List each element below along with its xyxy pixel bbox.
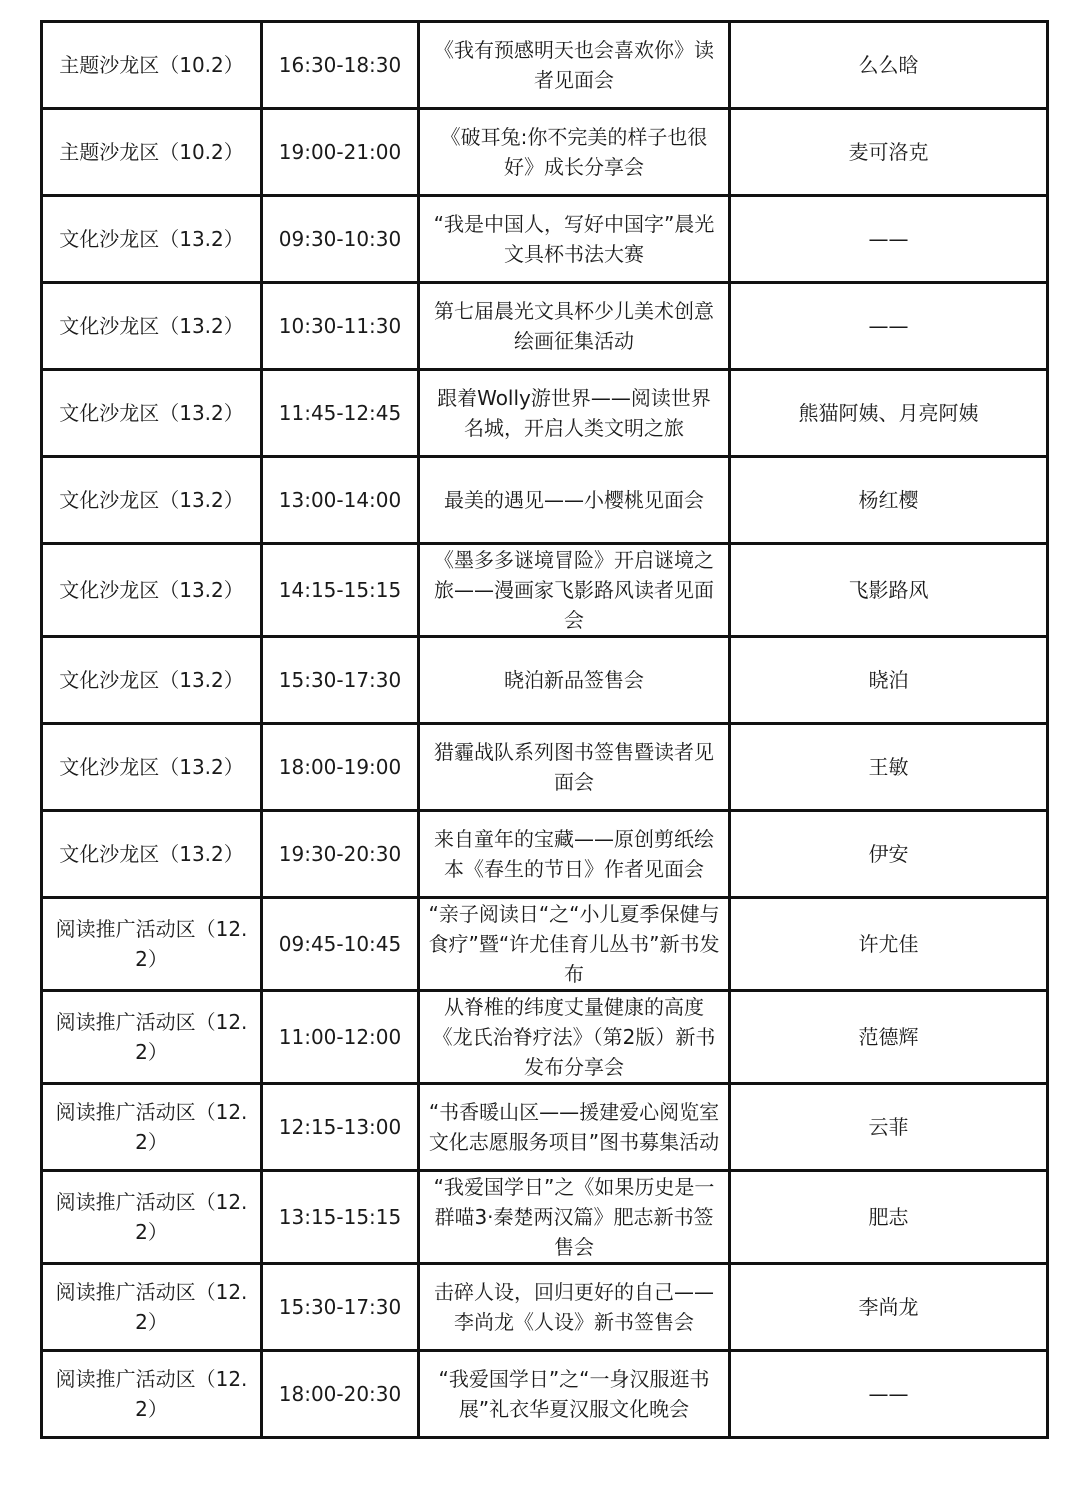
- time-cell: 10:30-11:30: [262, 283, 419, 370]
- guest-cell: 麦可洛克: [730, 109, 1048, 196]
- table-row: [42, 637, 1048, 724]
- guest-cell: 晓泊: [730, 637, 1048, 724]
- guest-cell: 范德辉: [730, 991, 1048, 1084]
- time-cell: 19:00-21:00: [262, 109, 419, 196]
- time-cell: 16:30-18:30: [262, 22, 419, 109]
- time-cell: 18:00-20:30: [262, 1351, 419, 1438]
- event-cell: 击碎人设，回归更好的自己——李尚龙《人设》新书签售会: [419, 1264, 730, 1351]
- table-row: [42, 196, 1048, 283]
- time-cell: 12:15-13:00: [262, 1084, 419, 1171]
- event-cell: 《破耳兔:你不完美的样子也很好》成长分享会: [419, 109, 730, 196]
- table-row: [42, 724, 1048, 811]
- venue-cell: 文化沙龙区（13.2）: [42, 637, 262, 724]
- time-cell: 09:45-10:45: [262, 898, 419, 991]
- event-cell: “我爱国学日”之《如果历史是一群喵3·秦楚两汉篇》肥志新书签售会: [419, 1171, 730, 1264]
- guest-cell: 许尤佳: [730, 898, 1048, 991]
- table-row: [42, 1084, 1048, 1171]
- table-row: [42, 457, 1048, 544]
- venue-cell: 文化沙龙区（13.2）: [42, 196, 262, 283]
- venue-cell: 主题沙龙区（10.2）: [42, 22, 262, 109]
- guest-cell: ——: [730, 283, 1048, 370]
- time-cell: 11:45-12:45: [262, 370, 419, 457]
- venue-cell: 阅读推广活动区（12.2）: [42, 1264, 262, 1351]
- event-cell: “我是中国人，写好中国字”晨光文具杯书法大赛: [419, 196, 730, 283]
- table-row: [42, 1351, 1048, 1438]
- event-cell: 最美的遇见——小樱桃见面会: [419, 457, 730, 544]
- guest-cell: 飞影路风: [730, 544, 1048, 637]
- venue-cell: 文化沙龙区（13.2）: [42, 370, 262, 457]
- table-row: [42, 1171, 1048, 1264]
- time-cell: 18:00-19:00: [262, 724, 419, 811]
- venue-cell: 文化沙龙区（13.2）: [42, 283, 262, 370]
- venue-cell: 文化沙龙区（13.2）: [42, 724, 262, 811]
- time-cell: 11:00-12:00: [262, 991, 419, 1084]
- event-cell: “我爱国学日”之“一身汉服逛书展”礼衣华夏汉服文化晚会: [419, 1351, 730, 1438]
- venue-cell: 阅读推广活动区（12.2）: [42, 1084, 262, 1171]
- guest-cell: ——: [730, 1351, 1048, 1438]
- table-row: [42, 898, 1048, 991]
- time-cell: 13:00-14:00: [262, 457, 419, 544]
- guest-cell: 杨红樱: [730, 457, 1048, 544]
- venue-cell: 阅读推广活动区（12.2）: [42, 1171, 262, 1264]
- event-cell: 《墨多多谜境冒险》开启谜境之旅——漫画家飞影路风读者见面会: [419, 544, 730, 637]
- event-cell: 从脊椎的纬度丈量健康的高度《龙氏治脊疗法》（第2版）新书发布分享会: [419, 991, 730, 1084]
- guest-cell: 么么晗: [730, 22, 1048, 109]
- guest-cell: 云菲: [730, 1084, 1048, 1171]
- table-row: [42, 991, 1048, 1084]
- table-row: [42, 22, 1048, 109]
- event-cell: “书香暖山区——援建爱心阅览室文化志愿服务项目”图书募集活动: [419, 1084, 730, 1171]
- time-cell: 15:30-17:30: [262, 637, 419, 724]
- event-cell: “亲子阅读日“之“小儿夏季保健与食疗”暨“许尤佳育儿丛书”新书发布: [419, 898, 730, 991]
- table-row: [42, 811, 1048, 898]
- table-row: [42, 283, 1048, 370]
- venue-cell: 主题沙龙区（10.2）: [42, 109, 262, 196]
- venue-cell: 文化沙龙区（13.2）: [42, 811, 262, 898]
- guest-cell: 肥志: [730, 1171, 1048, 1264]
- venue-cell: 文化沙龙区（13.2）: [42, 457, 262, 544]
- table-row: [42, 109, 1048, 196]
- guest-cell: 伊安: [730, 811, 1048, 898]
- event-cell: 第七届晨光文具杯少儿美术创意绘画征集活动: [419, 283, 730, 370]
- event-cell: 晓泊新品签售会: [419, 637, 730, 724]
- guest-cell: 熊猫阿姨、月亮阿姨: [730, 370, 1048, 457]
- venue-cell: 文化沙龙区（13.2）: [42, 544, 262, 637]
- event-cell: 跟着Wolly游世界——阅读世界名城，开启人类文明之旅: [419, 370, 730, 457]
- time-cell: 09:30-10:30: [262, 196, 419, 283]
- time-cell: 19:30-20:30: [262, 811, 419, 898]
- time-cell: 13:15-15:15: [262, 1171, 419, 1264]
- schedule-sheet: [40, 20, 1046, 1439]
- time-cell: 14:15-15:15: [262, 544, 419, 637]
- guest-cell: 李尚龙: [730, 1264, 1048, 1351]
- table-row: [42, 370, 1048, 457]
- event-cell: 《我有预感明天也会喜欢你》读者见面会: [419, 22, 730, 109]
- time-cell: 15:30-17:30: [262, 1264, 419, 1351]
- guest-cell: ——: [730, 196, 1048, 283]
- venue-cell: 阅读推广活动区（12.2）: [42, 898, 262, 991]
- table-row: [42, 1264, 1048, 1351]
- table-row: [42, 544, 1048, 637]
- venue-cell: 阅读推广活动区（12.2）: [42, 991, 262, 1084]
- event-schedule-table: [40, 20, 1049, 1439]
- event-cell: 猎霾战队系列图书签售暨读者见面会: [419, 724, 730, 811]
- guest-cell: 王敏: [730, 724, 1048, 811]
- event-cell: 来自童年的宝藏——原创剪纸绘本《春生的节日》作者见面会: [419, 811, 730, 898]
- venue-cell: 阅读推广活动区（12.2）: [42, 1351, 262, 1438]
